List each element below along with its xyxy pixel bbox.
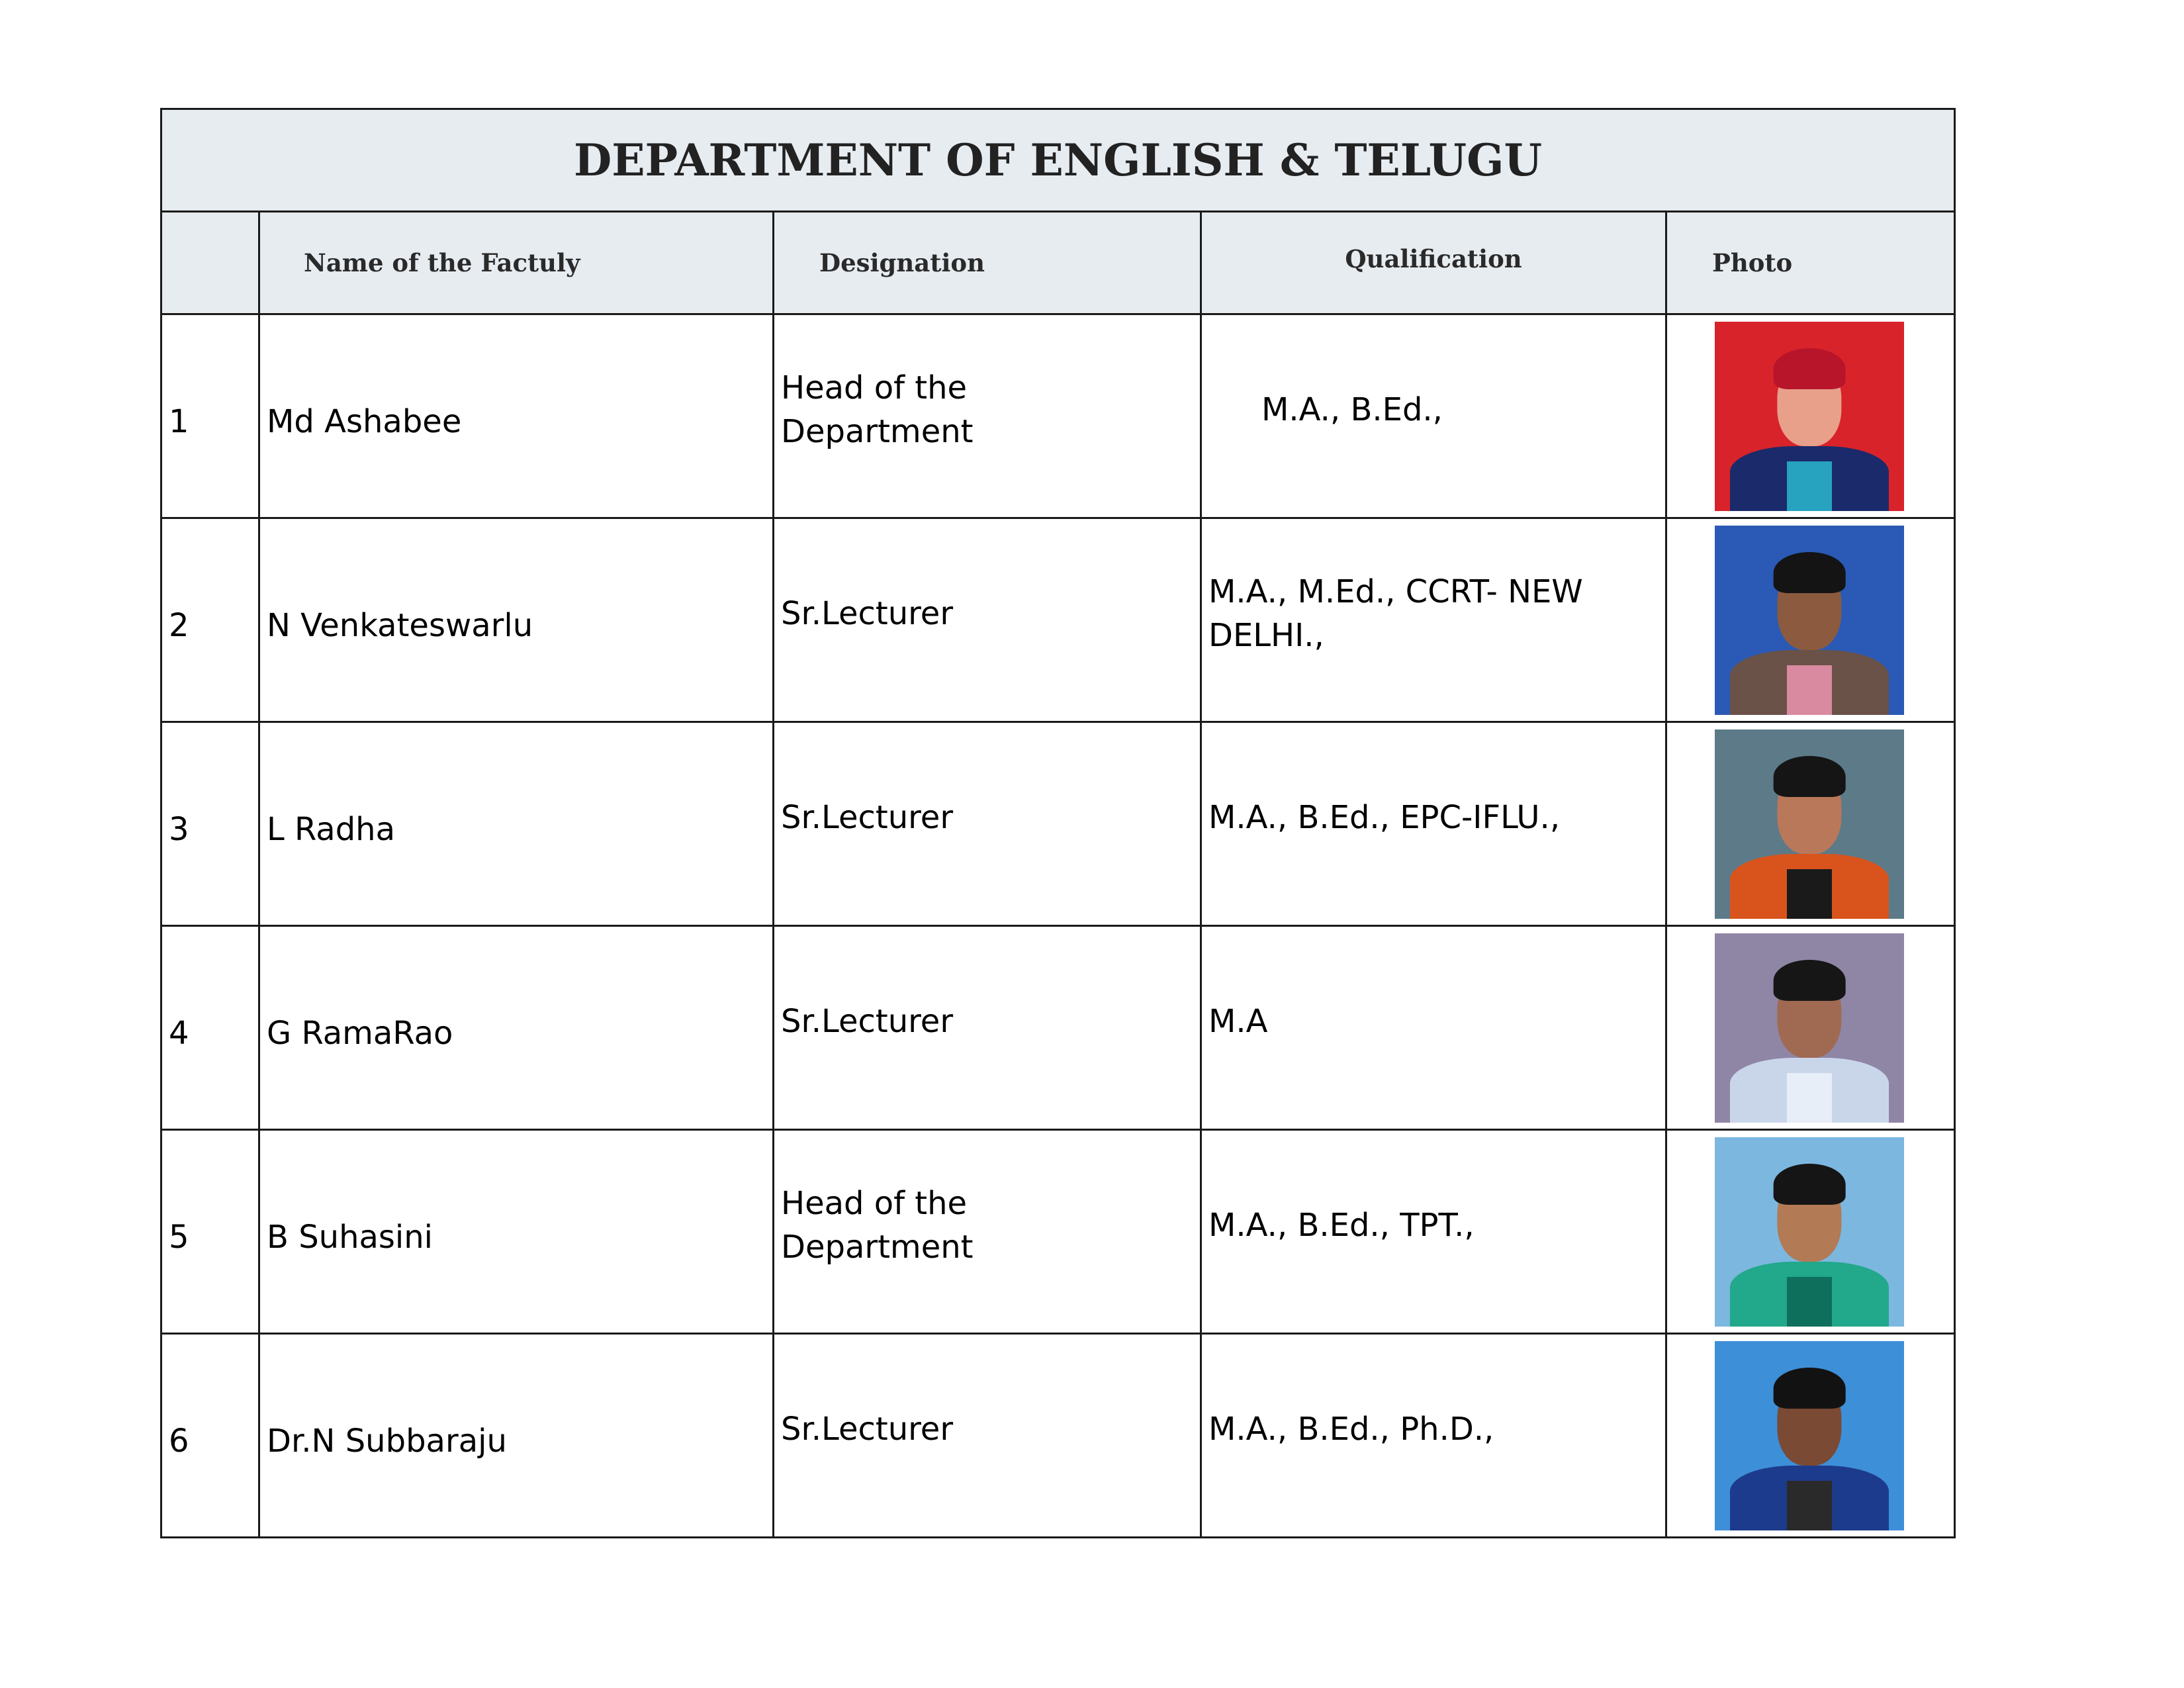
designation-cell: [774, 314, 1201, 518]
qualification-line: M.A., B.Ed., Ph.D.,: [1208, 1410, 1494, 1448]
qualification-cell: [1201, 314, 1666, 518]
faculty-name: Dr.N Subbaraju: [267, 1422, 507, 1460]
designation-line: Department: [781, 1228, 974, 1266]
faculty-name-cell: [259, 722, 774, 926]
row-number: 6: [169, 1422, 189, 1460]
designation-cell: [774, 926, 1201, 1130]
faculty-name: B Suhasini: [267, 1218, 433, 1256]
photo-hair: [1774, 552, 1846, 594]
qualification-line: M.A., B.Ed., EPC-IFLU.,: [1208, 798, 1561, 836]
photo-cell: [1666, 518, 1955, 722]
faculty-photo: [1715, 1341, 1904, 1530]
qualification-line: DELHI.,: [1208, 616, 1324, 654]
header-designation-label: Designation: [819, 248, 985, 277]
photo-cell: [1666, 1130, 1955, 1334]
faculty-name: N Venkateswarlu: [267, 606, 533, 644]
photo-cell: [1666, 926, 1955, 1130]
row-number: 4: [169, 1014, 189, 1052]
table-row: [161, 314, 1955, 518]
photo-cell: [1666, 1334, 1955, 1538]
photo-cell: [1666, 722, 1955, 926]
row-number-cell: [161, 1130, 259, 1334]
header-number: [161, 212, 259, 314]
designation-cell: [774, 1130, 1201, 1334]
qualification-line: M.A., M.Ed., CCRT- NEW: [1208, 573, 1583, 610]
faculty-photo: [1715, 933, 1904, 1123]
faculty-name-cell: [259, 1130, 774, 1334]
designation-cell: [774, 518, 1201, 722]
faculty-name: L Radha: [267, 810, 396, 848]
photo-cell: [1666, 314, 1955, 518]
photo-accent: [1787, 665, 1833, 714]
faculty-name-cell: [259, 1334, 774, 1538]
faculty-name-cell: [259, 518, 774, 722]
faculty-photo: [1715, 322, 1904, 511]
faculty-photo: [1715, 1137, 1904, 1327]
faculty-name: Md Ashabee: [267, 402, 462, 440]
department-title: DEPARTMENT OF ENGLISH & TELUGU: [161, 109, 1955, 212]
row-number: 5: [169, 1218, 189, 1256]
faculty-name: G RamaRao: [267, 1014, 453, 1052]
photo-hair: [1774, 1368, 1846, 1409]
qualification-line: M.A., B.Ed.,: [1261, 391, 1443, 428]
photo-hair: [1774, 960, 1846, 1002]
photo-accent: [1787, 1481, 1833, 1530]
table-row: [161, 1130, 1955, 1334]
photo-accent: [1787, 869, 1833, 918]
qualification-line: M.A., B.Ed., TPT.,: [1208, 1206, 1475, 1244]
header-designation: [774, 212, 1201, 314]
designation-line: Sr.Lecturer: [781, 798, 954, 836]
faculty-name-cell: [259, 314, 774, 518]
designation-line: Sr.Lecturer: [781, 1410, 954, 1448]
header-name: [259, 212, 774, 314]
photo-hair: [1774, 1164, 1846, 1205]
row-number: 3: [169, 810, 189, 848]
row-number-cell: [161, 314, 259, 518]
row-number: 1: [169, 402, 189, 440]
designation-line: Head of the: [781, 1184, 968, 1222]
row-number-cell: [161, 926, 259, 1130]
faculty-photo: [1715, 729, 1904, 919]
table-row: [161, 926, 1955, 1130]
table-row: [161, 1334, 1955, 1538]
qualification-cell: [1201, 518, 1666, 722]
faculty-name-cell: [259, 926, 774, 1130]
row-number-cell: [161, 722, 259, 926]
table-row: [161, 722, 1955, 926]
qualification-cell: [1201, 1130, 1666, 1334]
header-row: [161, 212, 1955, 314]
photo-accent: [1787, 1073, 1833, 1122]
qualification-cell: [1201, 926, 1666, 1130]
photo-accent: [1787, 1277, 1833, 1326]
designation-line: Head of the: [781, 369, 968, 406]
header-photo-label: Photo: [1712, 248, 1793, 277]
photo-hair: [1774, 756, 1846, 798]
header-qualification-label: Qualification: [1345, 244, 1522, 273]
qualification-cell: [1201, 1334, 1666, 1538]
photo-accent: [1787, 461, 1833, 510]
faculty-photo: [1715, 526, 1904, 715]
designation-line: Department: [781, 412, 974, 450]
qualification-line: M.A: [1208, 1002, 1268, 1040]
row-number: 2: [169, 606, 189, 644]
table-row: [161, 518, 1955, 722]
designation-line: Sr.Lecturer: [781, 594, 954, 632]
header-qualification: [1201, 212, 1666, 314]
designation-cell: [774, 1334, 1201, 1538]
designation-line: Sr.Lecturer: [781, 1002, 954, 1040]
photo-hair: [1774, 348, 1846, 390]
faculty-table: [160, 108, 1956, 1538]
designation-cell: [774, 722, 1201, 926]
row-number-cell: [161, 518, 259, 722]
header-photo: [1666, 212, 1955, 314]
header-name-label: Name of the Factuly: [304, 248, 580, 277]
row-number-cell: [161, 1334, 259, 1538]
qualification-cell: [1201, 722, 1666, 926]
